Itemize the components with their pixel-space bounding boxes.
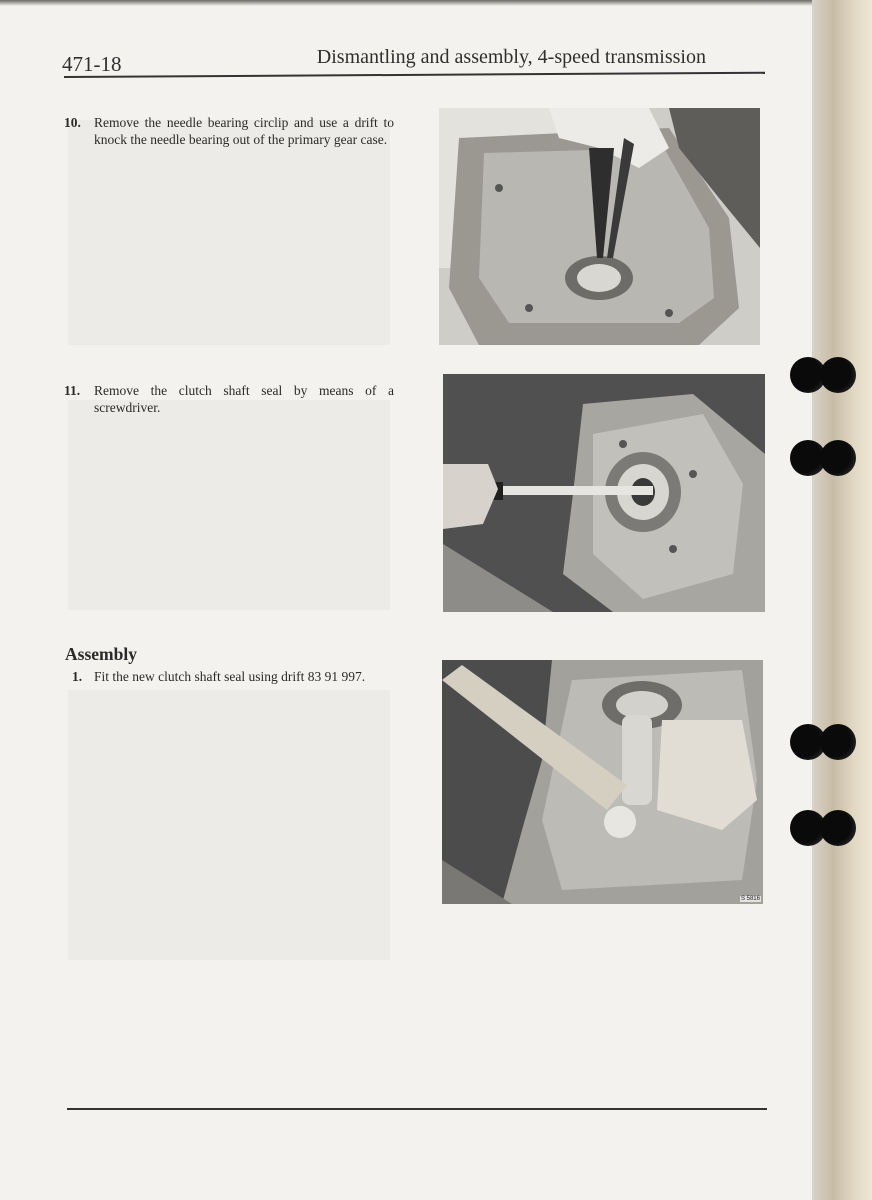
photo-id: S 5816 (740, 896, 760, 902)
punch-hole-icon (820, 724, 856, 760)
show-through-1 (68, 120, 390, 345)
step-number: 1. (72, 669, 83, 684)
step-text: Remove the needle bearing circlip and use a drift to knock the needle bearing out of the primary gear case. (94, 115, 394, 147)
top-shadow (0, 0, 812, 6)
punch-hole-icon (820, 810, 856, 846)
section-heading-assembly: Assembly (65, 644, 137, 664)
circlip-pliers-photo (439, 108, 760, 345)
step-10 (64, 114, 394, 148)
assembly-step-1 (72, 668, 402, 685)
step-number: 10. (64, 115, 81, 130)
show-through-3 (68, 690, 390, 960)
drift-hammer-photo (442, 660, 763, 904)
header-rule (64, 72, 765, 78)
screwdriver-seal-photo (443, 374, 765, 612)
step-11 (64, 382, 394, 416)
photo-seal-fitting (442, 660, 763, 904)
page-number: 471-18 (62, 52, 122, 76)
step-number: 11. (64, 383, 81, 398)
show-through-2 (68, 400, 390, 610)
punch-hole-icon (820, 440, 856, 476)
binder-page-edge (812, 0, 872, 1200)
photo-circlip-removal (439, 108, 760, 345)
photo-seal-removal (443, 374, 765, 612)
step-text: Remove the clutch shaft seal by means of a screwdriver. (94, 383, 394, 415)
footer-rule (67, 1108, 767, 1110)
running-head: Dismantling and assembly, 4-speed transmission (316, 46, 706, 68)
punch-hole-icon (820, 357, 856, 393)
step-text: Fit the new clutch shaft seal using drift 83 91 997. (94, 669, 366, 684)
